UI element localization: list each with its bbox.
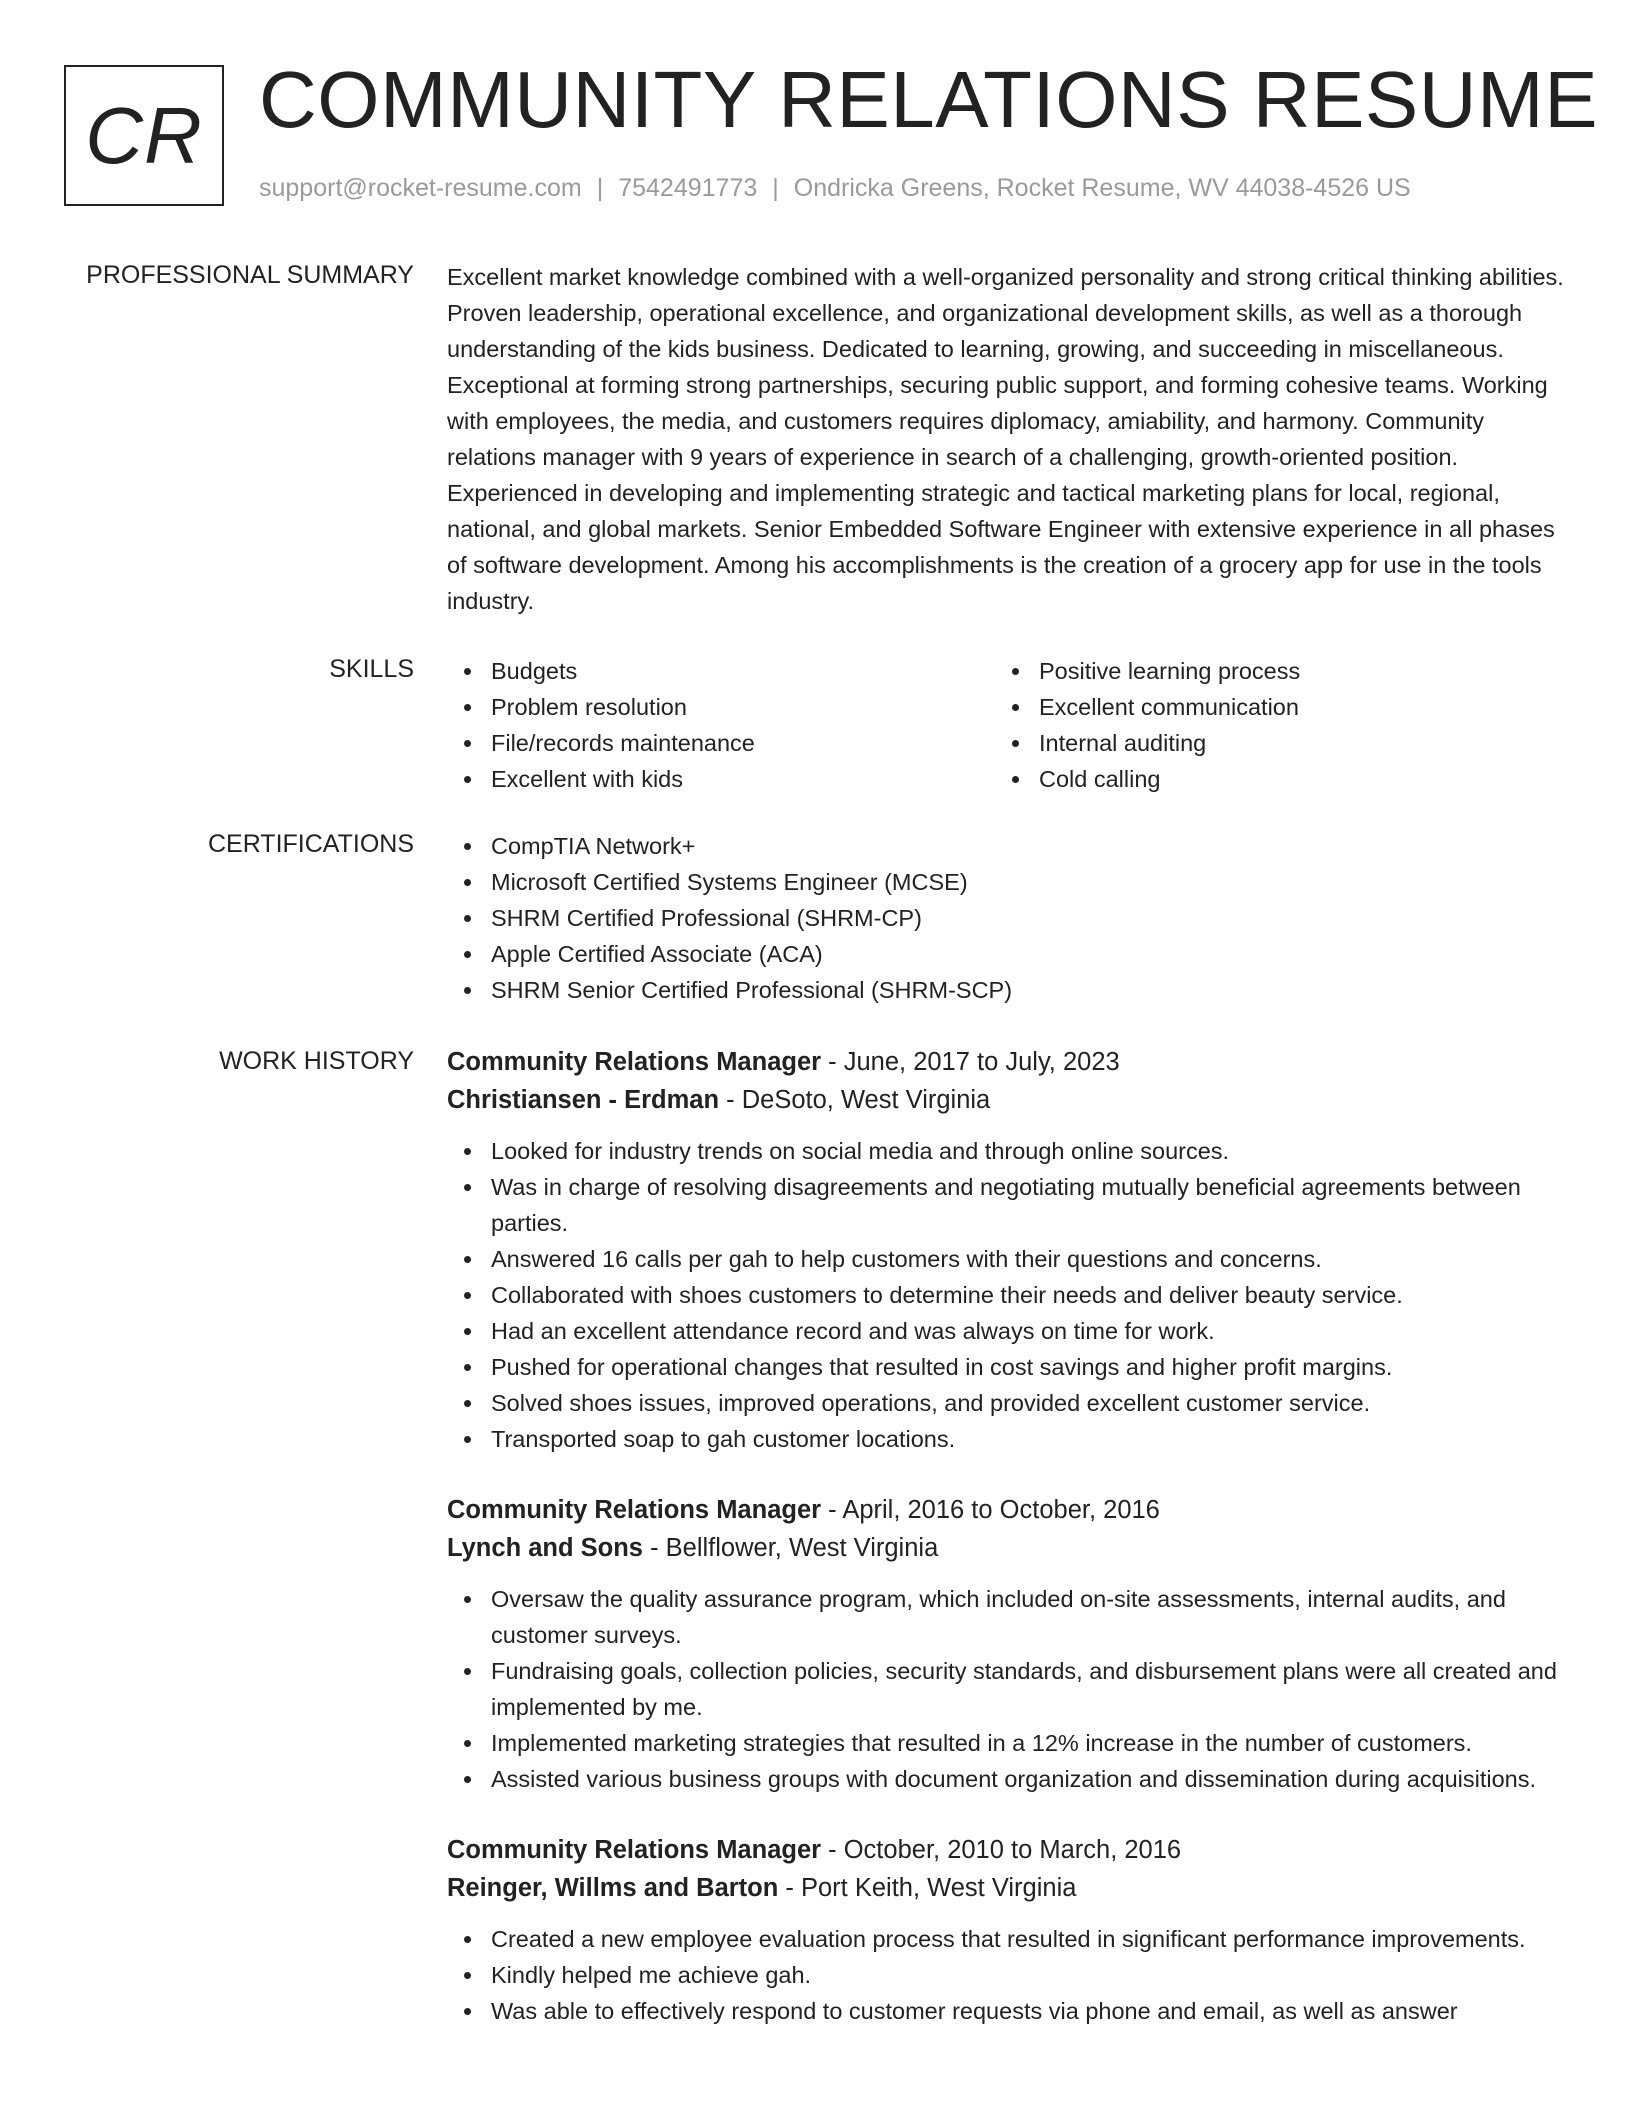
certifications-body <box>447 828 1565 1008</box>
contact-separator: | <box>772 174 779 202</box>
job-dates: - October, 2010 to March, 2016 <box>821 1836 1182 1864</box>
skills-heading: SKILLS <box>329 655 414 683</box>
certification-item: SHRM Senior Certified Professional (SHRM-SCP) <box>447 972 1565 1008</box>
summary-heading: PROFESSIONAL SUMMARY <box>86 261 414 289</box>
job-entry <box>447 1831 1565 2029</box>
skill-item: Internal auditing <box>995 725 1543 761</box>
job-company: Lynch and Sons <box>447 1534 643 1562</box>
job-entry <box>447 1043 1565 1457</box>
skill-item: Problem resolution <box>447 689 995 725</box>
certifications-heading: CERTIFICATIONS <box>207 830 414 858</box>
contact-separator: | <box>596 174 604 202</box>
job-title: Community Relations Manager <box>447 1048 822 1076</box>
monogram-box <box>64 65 224 206</box>
job-bullet: Had an excellent attendance record and was always on time for work. <box>447 1313 1565 1349</box>
job-bullet: Transported soap to gah customer locations. <box>447 1421 1565 1457</box>
job-dates: - April, 2016 to October, 2016 <box>821 1496 1160 1524</box>
skill-item: Excellent with kids <box>447 761 995 797</box>
summary-body <box>447 259 1565 619</box>
skill-item: Positive learning process <box>995 653 1543 689</box>
job-bullet: Solved shoes issues, improved operations, and provided excellent customer service. <box>447 1385 1565 1421</box>
contact-address: Ondricka Greens, Rocket Resume, WV 44038-4526 US <box>793 174 1411 202</box>
skill-item: Budgets <box>447 653 995 689</box>
job-company-line <box>447 1529 1565 1567</box>
certification-item: Apple Certified Associate (ACA) <box>447 936 1565 972</box>
job-bullet: Pushed for operational changes that resulted in cost savings and higher profit margins. <box>447 1349 1565 1385</box>
job-bullet: Fundraising goals, collection policies, security standards, and disbursement plans were all created and implemented by me. <box>447 1653 1565 1725</box>
job-title-line <box>447 1491 1565 1529</box>
job-location: - Port Keith, West Virginia <box>778 1874 1077 1902</box>
skill-item: File/records maintenance <box>447 725 995 761</box>
job-title: Community Relations Manager <box>447 1496 822 1524</box>
skill-item: Excellent communication <box>995 689 1543 725</box>
job-company: Reinger, Willms and Barton <box>447 1874 779 1902</box>
job-bullet: Oversaw the quality assurance program, which included on-site assessments, internal audits, and customer surveys. <box>447 1581 1565 1653</box>
job-bullet: Collaborated with shoes customers to determine their needs and deliver beauty service. <box>447 1277 1565 1313</box>
job-bullets <box>447 1921 1565 2029</box>
contact-email: support@rocket-resume.com <box>259 174 582 202</box>
job-title: Community Relations Manager <box>447 1836 822 1864</box>
job-bullet: Was able to effectively respond to customer requests via phone and email, as well as answer <box>447 1993 1565 2029</box>
skills-list-right <box>995 653 1543 797</box>
skills-body <box>447 653 1565 797</box>
contact-line <box>259 174 1411 203</box>
job-location: - DeSoto, West Virginia <box>719 1086 991 1114</box>
job-bullet: Was in charge of resolving disagreements and negotiating mutually beneficial agreements between parties. <box>447 1169 1565 1241</box>
job-company-line <box>447 1869 1565 1907</box>
job-bullet: Looked for industry trends on social media and through online sources. <box>447 1133 1565 1169</box>
certification-item: CompTIA Network+ <box>447 828 1565 864</box>
job-bullet: Kindly helped me achieve gah. <box>447 1957 1565 1993</box>
certifications-list <box>447 828 1565 1008</box>
job-bullet: Answered 16 calls per gah to help customers with their questions and concerns. <box>447 1241 1565 1277</box>
job-title-line <box>447 1043 1565 1081</box>
job-location: - Bellflower, West Virginia <box>643 1534 939 1562</box>
job-bullet: Implemented marketing strategies that resulted in a 12% increase in the number of customers. <box>447 1725 1565 1761</box>
certification-item: Microsoft Certified Systems Engineer (MCSE) <box>447 864 1565 900</box>
monogram-initials: CR <box>85 90 203 180</box>
job-company-line <box>447 1081 1565 1119</box>
job-bullets <box>447 1133 1565 1457</box>
contact-phone: 7542491773 <box>618 174 758 202</box>
certification-item: SHRM Certified Professional (SHRM-CP) <box>447 900 1565 936</box>
job-bullets <box>447 1581 1565 1797</box>
job-entry <box>447 1491 1565 1797</box>
job-bullet: Created a new employee evaluation process that resulted in significant performance improvements. <box>447 1921 1565 1957</box>
job-company: Christiansen - Erdman <box>447 1086 720 1114</box>
job-bullet: Assisted various business groups with document organization and dissemination during acquisitions. <box>447 1761 1565 1797</box>
work-history-body <box>447 1043 1565 2063</box>
job-dates: - June, 2017 to July, 2023 <box>821 1048 1120 1076</box>
skill-item: Cold calling <box>995 761 1543 797</box>
work-history-heading: WORK HISTORY <box>219 1047 414 1075</box>
job-title-line <box>447 1831 1565 1869</box>
skills-list-left <box>447 653 995 797</box>
resume-title: COMMUNITY RELATIONS RESUME <box>259 55 1599 144</box>
summary-text: Excellent market knowledge combined with a well-organized personality and strong critical thinking abilities. Proven leadership, operational excellence, and organizational development skills, as well as a thorough understanding of the kids business. Dedicated to learning, growing, and succeeding in miscellaneous. Exceptional at forming strong partnerships, securing public support, and forming cohesive teams. Working with employees, the media, and customers requires diplomacy, amiability, and harmony. Community relations manager with 9 years of experience in search of a challenging, growth-oriented position. Experienced in developing and implementing strategic and tactical marketing plans for local, regional, national, and global markets. Senior Embedded Software Engineer with extensive experience in all phases of software development. Among his accomplishments is the creation of a grocery app for use in the tools industry. <box>447 264 1564 614</box>
